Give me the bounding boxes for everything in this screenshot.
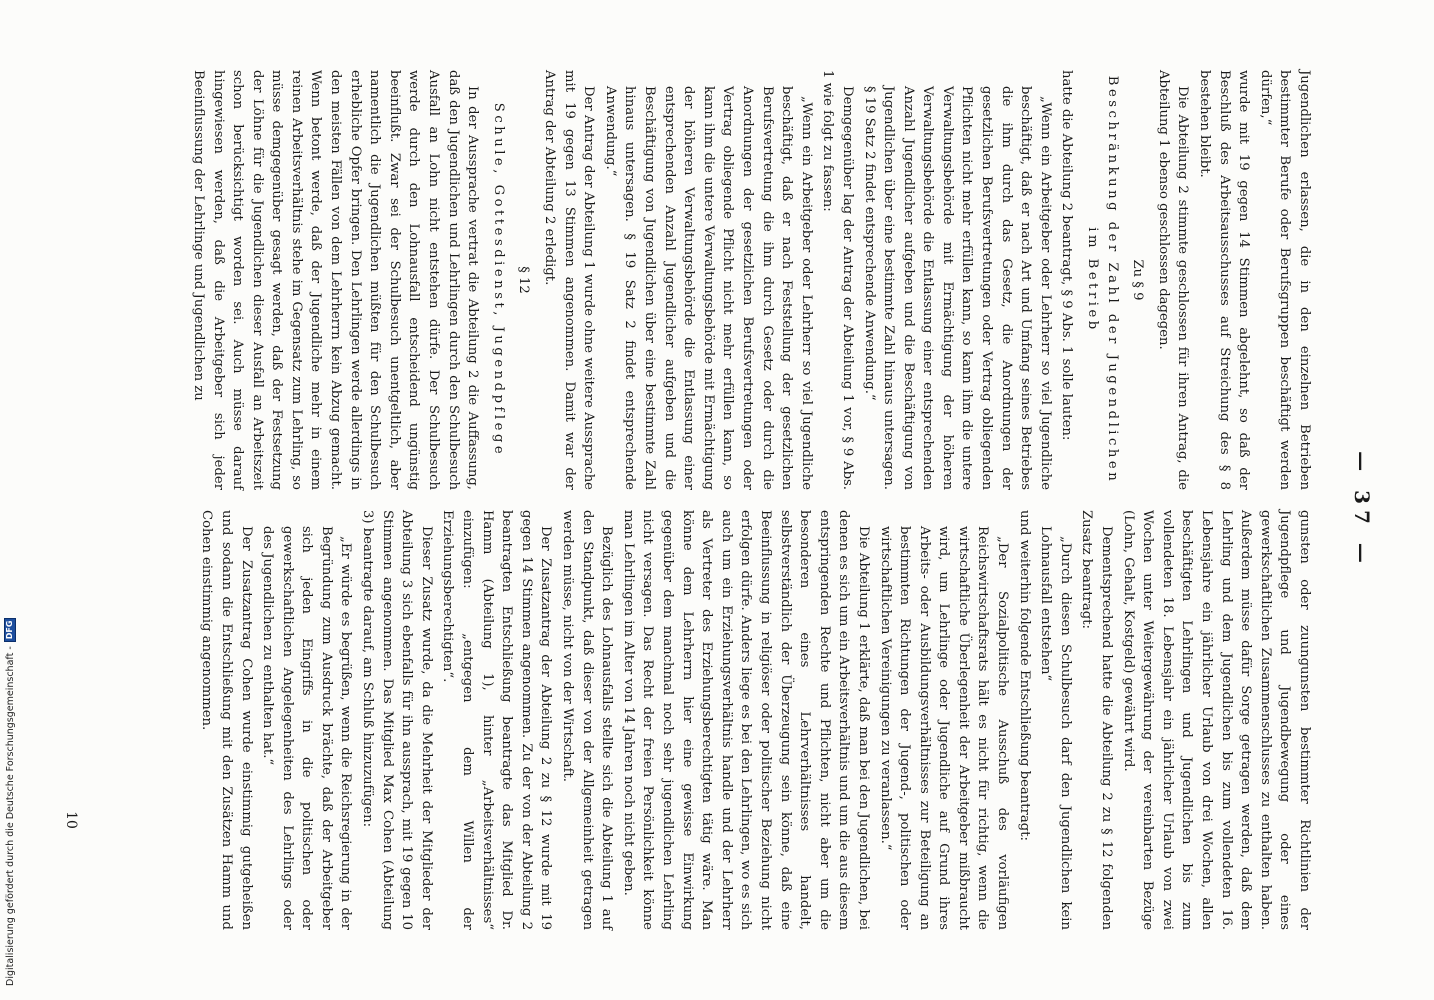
paragraph: Jugendlichen erlassen, die in den einzelnen Betrieben bestimmter Berufe oder Berufsgruppen beschäftigt werden dürfen,“ (1257, 70, 1312, 490)
signature-mark: 10 (63, 811, 79, 829)
section-heading: § 12 (516, 266, 532, 294)
left-column (186, 70, 1314, 490)
paragraph: Dementsprechend hatte die Abteilung 2 zu § 12 folgenden Zusatz beantragt: (1079, 510, 1115, 930)
paragraph: wurde mit 19 gegen 14 Stimmen abgelehnt, so daß der Beschluß des Arbeitsausschusses auf Streichung des § 8 bestehen bleibt. (1197, 70, 1252, 490)
paragraph: und weiterhin folgende Entschließung beantragt: (1016, 510, 1032, 841)
paragraph: hatte die Abteilung 2 beantragt, § 9 Abs. 1 solle lauten: (1059, 70, 1075, 441)
paragraph: gunsten oder zuungunsten bestimmter Richtlinien der Jugendpflege und Jugendbewegung oder eines gewerkschaftlichen Zusammenschlusses zu enthalten haben. Außerdem müsse dafür Sorge getragen werden, daß dem Lehrling und dem Jugendlichen bis zum vollendeten 16. Lebensjahre ein jährlicher Urlaub von drei Wochen, allen beschäftigten Lehrlingen und Jugendlichen bis zum vollendeten 18. Lebensjahr ein jährlicher Urlaub von zwei Wochen unter Weitergewährung der vereinbarten Bezüge (Lohn, Gehalt, Kostgeld) gewährt wird. (1120, 510, 1312, 930)
dfg-logo: DFG (4, 618, 16, 643)
right-column (195, 510, 1314, 930)
page-number: — 37 — (1350, 451, 1374, 569)
quoted-motion: „Wenn ein Arbeitgeber oder Lehrherr so viel Jugendliche beschäftigt, daß er nach Feststellung der gesetzlichen Berufsvertretung die ihm durch Gesetz oder durch die Anordnungen der gesetzlichen Berufsvertretungen oder Vertrag obliegende Pflicht nicht mehr erfüllen kann, so kann ihm die untere Verwaltungsbehörde mit Ermächtigung der höheren Verwaltungsbehörde die Entlassung einer entsprechenden Anzahl Jugendlicher aufgeben und die Beschäftigung von Jugendlichen über eine bestimmte Zahl hinaus untersagen. § 19 Satz 2 findet entsprechende Anwendung.“ (602, 86, 814, 490)
paragraph: In der Aussprache vertrat die Abteilung 2 die Auffassung, daß den Jugendlichen und Lehrlingen durch den Schulbesuch Ausfall an Lohn nicht entstehen dürfe. Der Schulbesuch werde durch den Lohnausfall entscheidend ungünstig beeinflußt. Zwar sei der Schulbesuch unentgeltlich, aber namentlich die Jugendlichen müßten für den Schulbesuch erhebliche Opfer bringen. Den Lehrlingen werde allerdings in den meisten Fällen von dem Lehrherrn kein Abzug gemacht. Wenn betont werde, daß der Jugendliche mehr in einem reinen Arbeitsverhältnis stehe im Gegensatz zum Lehrling, so müsse demgegenüber gesagt werden, daß der Festsetzung der Löhne für die Jugendlichen dieser Ausfall an Arbeitszeit schon berücksichtigt worden sei. Auch müsse darauf hingewiesen werden, daß die Arbeitgeber sich jeder Beeinflussung der Lehrlinge und Jugendlichen zu (190, 70, 481, 490)
paragraph: Demgegenüber lag der Antrag der Abteilung 1 vor, § 9 Abs. 1 wie folgt zu fassen: (820, 70, 855, 490)
quoted-motion: „Der Sozialpolitische Ausschuß des vorläufigen Reichswirtschaftsrats hält es nicht für richtig, wenn die wirtschaftliche Überlegenheit der Arbeitgeber mißbraucht wird, um Lehrlinge oder Jugendliche auf Grund ihres Arbeits- oder Ausbildungsverhältnisses zur Beteiligung an bestimmten Richtungen der Jugend-, politischen oder wirtschaftlichen Vereinigungen zu veranlassen.“ (877, 526, 1011, 930)
quoted-motion: „Wenn ein Arbeitgeber oder Lehrherr so viel Jugendliche beschäftigt, daß er nach Art und Umfang seines Betriebes die ihm durch das Gesetz, die Anordnungen der gesetzlichen Berufsvertretungen oder Vertrag obliegenden Pflichten nicht mehr erfüllen kann, so kann ihm die untere Verwaltungsbehörde mit Ermächtigung der höheren Verwaltungsbehörde die Entlassung einer entsprechenden Anzahl Jugendlicher aufgeben und die Beschäftigung von Jugendlichen über eine bestimmte Zahl hinaus untersagen. § 19 Satz 2 findet entsprechende Anwendung.“ (861, 86, 1053, 490)
paragraph: Der Zusatzantrag Cohen wurde einstimmig gutgeheißen und sodann die Entschließung mit den Zusätzen Hamm und Cohen einstimmig angenommen. (199, 510, 254, 930)
quoted-motion: „Er würde es begrüßen, wenn die Reichsregierung in der Begründung zum Ausdruck brächte, daß der Arbeitgeber sich jeden Eingriffs in die politischen oder gewerkschaftlichen Angelegenheiten des Lehrlings oder des Jugendlichen zu enthalten hat.“ (260, 526, 354, 930)
paragraph: Der Zusatzantrag der Abteilung 2 zu § 12 wurde mit 19 gegen 14 Stimmen angenommen. Zu der von der Abteilung 2 beantragten Entschließung beantragte das Mitglied Dr. Hamm (Abteilung 1), hinter „Arbeitsverhältnisses“ einzufügen: „entgegen dem Willen der Erziehungsberechtigten“. (440, 510, 554, 930)
paragraph: Dieser Zusatz wurde, da die Mehrheit der Mitglieder der Abteilung 3 sich ebenfalls für ihn aussprach, mit 19 gegen 10 Stimmen angenommen. Das Mitglied Max Cohen (Abteilung 3) beantragte darauf, am Schluß hinzuzufügen: (360, 510, 434, 930)
paragraph: Die Abteilung 1 erklärte, daß man bei den Jugendlichen, bei denen es sich um ein Arbeitsverhältnis und um die aus diesem entspringenden Rechte und Pflichten, nicht aber um die besonderen eines Lehrverhältnisses handelt, selbstverständlich der Überzeugung sein könne, daß eine Beeinflussung in religiöser oder politischer Beziehung nicht erfolgen dürfe. Anders liege es bei den Lehrlingen, wo es sich auch um ein Erziehungsverhältnis handle und der Lehrherr als Vertreter des Erziehungsberechtigten tätig wäre. Man könne dem Lehrherrn hier eine gewisse Einwirkung gegenüber dem manchmal noch sehr jugendlichen Lehrling nicht versagen. Das Recht der freien Persönlichkeit könne man Lehrlingen im Alter von 14 Jahren noch nicht geben. (620, 510, 871, 930)
quoted-motion: „Durch diesen Schulbesuch darf den Jugendlichen kein Lohnausfall entstehen“ (1038, 526, 1073, 930)
paragraph: Der Antrag der Abteilung 1 wurde ohne weitere Aussprache mit 19 gegen 13 Stimmen angenommen. Damit war der Antrag der Abteilung 2 erledigt. (542, 70, 597, 490)
paragraph: Die Abteilung 2 stimmte geschlossen für ihren Antrag, die Abteilung 1 ebenso geschlossen dagegen. (1155, 70, 1191, 490)
credit-text: Digitalisierung gefördert durch die Deutsche Forschungsgemeinschaft - (4, 646, 16, 986)
paragraph: Bezüglich des Lohnausfalls stellte sich die Abteilung 1 auf den Standpunkt, daß dieser von der Allgemeinheit getragen werden müsse, nicht von der Wirtschaft. (560, 510, 615, 930)
section-title: Beschränkung der Zahl der Jugendlichen im Betrieb (1085, 75, 1120, 485)
digitization-credit (4, 618, 16, 986)
section-heading: Zu § 9 (1130, 259, 1146, 301)
section-title: Schule, Gottesdienst, Jugendpflege (490, 102, 506, 458)
